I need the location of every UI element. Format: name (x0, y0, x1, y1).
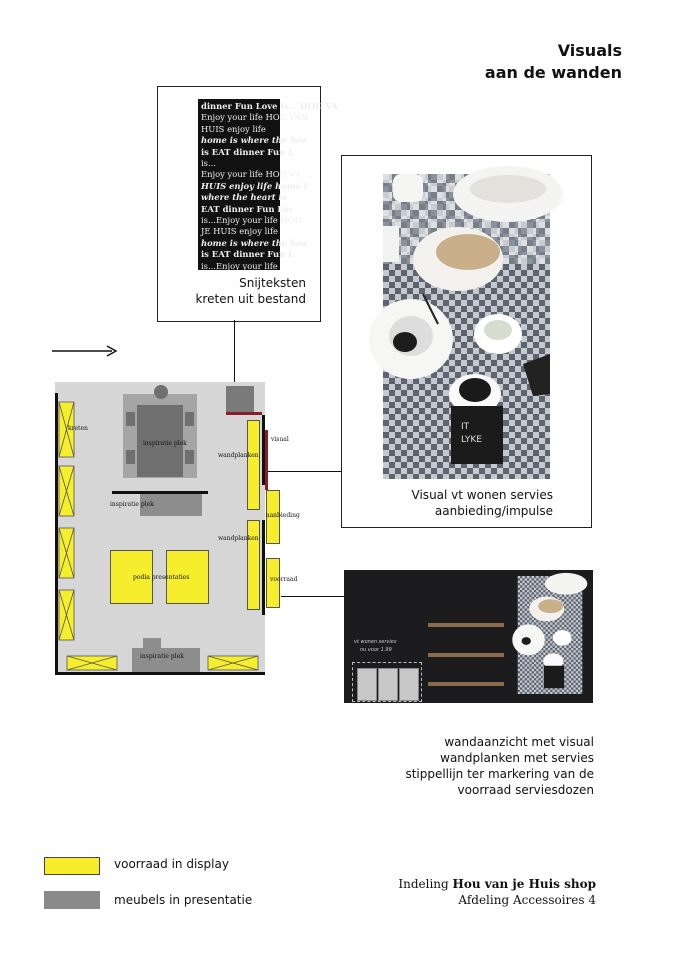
servies-photo (383, 174, 550, 479)
footer-prefix: Indeling (398, 877, 453, 891)
kreten-racks (58, 402, 76, 654)
snijteksten-line: JE HUIS enjoy life (201, 226, 278, 237)
snijteksten-line: is... (201, 158, 216, 169)
label-wandplanken-1: wandplanken (218, 452, 259, 459)
inspiratie-plek-3 (132, 648, 200, 672)
label-voorraad: voorraad (270, 576, 298, 583)
arrow-right-icon (52, 344, 122, 358)
snijteksten-caption-2: kreten uit bestand (195, 292, 306, 306)
label-aanbieding: aanbieding (266, 512, 300, 519)
photo-text-1: IT (461, 422, 470, 432)
wall-view (344, 570, 593, 703)
chair-l1 (126, 412, 135, 426)
connector-wall (281, 596, 344, 597)
visual-servies-box (341, 155, 592, 528)
label-inspiratie-plek-2: inspiratie plek (110, 501, 154, 508)
photo-text-2: LYKE (461, 435, 482, 445)
chair-r2 (185, 450, 194, 464)
snijteksten-caption (195, 275, 306, 307)
connector-snijteksten (234, 320, 235, 390)
chair-l2 (126, 450, 135, 464)
chalk-line-2: nu voor 1.99 (360, 647, 392, 653)
wall-view-caption (405, 734, 594, 798)
label-kreten: kreten (68, 425, 88, 432)
snijteksten-line: is...Enjoy your life HOU (201, 215, 302, 226)
visual-servies-caption-1: Visual vt wonen servies (411, 488, 553, 502)
visual-marker (226, 412, 262, 415)
footer-line-1 (398, 876, 596, 892)
legend-yellow-swatch (44, 857, 100, 875)
shelf-1 (428, 623, 504, 627)
floorplan-wall-right (262, 520, 265, 615)
snijteksten-line: EAT dinner Fun Lov (201, 203, 294, 214)
title-line-2: aan de wanden (484, 63, 622, 82)
shelf-2 (428, 653, 504, 657)
snijteksten-box (157, 86, 338, 322)
inspiratie-chair (154, 385, 168, 399)
visual-servies-caption (412, 487, 553, 519)
snijteksten-line: HUIS enjoy life (201, 123, 266, 134)
snijteksten-line: Enjoy your life HOU VA (201, 169, 301, 180)
shelf-3 (428, 682, 504, 686)
voorraad-rack (266, 558, 280, 608)
wandplanken-2 (247, 520, 260, 610)
wall-caption-4: voorraad serviesdozen (457, 783, 594, 797)
snijteksten-line: home is where the hea (201, 237, 307, 248)
snijteksten-line: Enjoy your life HOU VAN (201, 112, 309, 123)
floorplan-wall-bottom (55, 672, 265, 675)
visual-servies-caption-2: aanbieding/impulse (434, 504, 553, 518)
chalk-text (354, 638, 396, 654)
snijteksten-line: is EAT dinner Fun L (201, 249, 295, 260)
chalk-line-1: vt wonen servies (354, 639, 397, 645)
footer-line-2: Afdeling Accessoires 4 (458, 893, 596, 907)
title-line-1: Visuals (557, 41, 622, 60)
wall-cabinet (226, 386, 254, 412)
footer (398, 876, 596, 908)
wandplanken-1 (247, 420, 260, 510)
label-podia: podia presentaties (133, 574, 190, 581)
wall-caption-2: wandplanken met servies (440, 751, 594, 765)
label-visual: visual (271, 436, 289, 443)
visual-wall-marker (265, 430, 268, 490)
snijteksten-line: home is where the hea (201, 135, 307, 146)
wall-photo (514, 576, 586, 694)
stock-box-3 (399, 668, 419, 701)
snijteksten-line: is...Enjoy your life (201, 260, 278, 271)
inspiratie-plek-3-top (143, 638, 161, 650)
snijteksten-image (198, 99, 338, 271)
footer-shop: Hou van je Huis shop (452, 877, 596, 891)
stock-box-1 (357, 668, 377, 701)
legend-grey-label: meubels in presentatie (114, 893, 253, 907)
label-wandplanken-2: wandplanken (218, 535, 259, 542)
page-title (485, 40, 622, 84)
legend-grey-swatch (44, 891, 100, 909)
snijteksten-line: HUIS enjoy life home i (201, 180, 308, 191)
snijteksten-caption-1: Snijteksten (239, 276, 306, 290)
snijteksten-line: where the heart is (201, 192, 287, 203)
legend-yellow-label: voorraad in display (114, 857, 229, 871)
snijteksten-line: is EAT dinner Fun L (201, 146, 295, 157)
label-inspiratie-plek-1: inspiratie plek (143, 440, 187, 447)
connector-visual (268, 471, 342, 472)
label-inspiratie-plek-3: inspiratie plek (140, 653, 184, 660)
chair-r1 (185, 412, 194, 426)
stock-box-2 (378, 668, 398, 701)
wall-caption-3: stippellijn ter markering van de (405, 767, 594, 781)
wall-caption-1: wandaanzicht met visual (444, 735, 594, 749)
snijteksten-line: dinner Fun Love is... HOU VA (201, 101, 338, 111)
